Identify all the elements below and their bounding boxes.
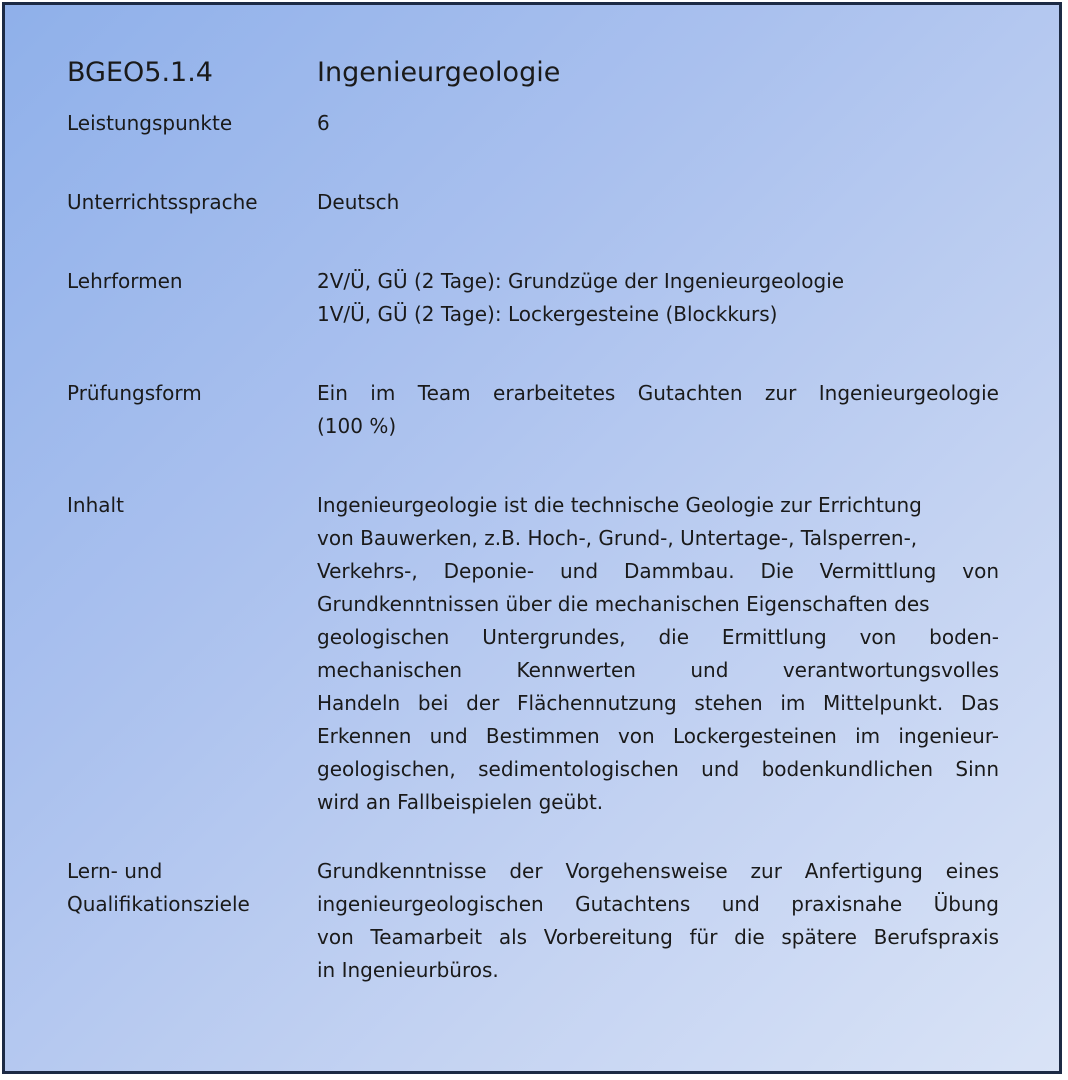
content-line: wird an Fallbeispielen geübt. [317,790,604,814]
content-line: geologischen, sedimentologischen und bodenkundlichen Sinn [317,757,999,781]
module-title: Ingenieurgeologie [317,57,561,88]
content-value [317,489,999,819]
goals-line: in Ingenieurbüros. [317,958,499,982]
language-row [67,186,1002,219]
content-row [67,489,1002,819]
goals-label [67,855,307,921]
exam-line: Ein im Team erarbeitetes Gutachten zur Ingenieurgeologie [317,381,999,405]
module-header [67,55,1002,95]
content-line: von Bauwerken, z.B. Hoch-, Grund-, Untertage-, Talsperren-, [317,526,918,550]
language-value: Deutsch [317,190,400,214]
module-description-card [2,2,1062,1074]
credits-row [67,107,1002,140]
content-label: Inhalt [67,493,124,517]
goals-line: Grundkenntnisse der Vorgehensweise zur Anfertigung eines [317,859,999,883]
teaching-form-line: 2V/Ü, GÜ (2 Tage): Grundzüge der Ingenieurgeologie [317,269,845,293]
content-line: Erkennen und Bestimmen von Lockergesteinen im ingenieur- [317,724,999,748]
goals-line: von Teamarbeit als Vorbereitung für die spätere Berufspraxis [317,925,999,949]
content-line: Grundkenntnissen über die mechanischen Eigenschaften des [317,592,930,616]
teaching-forms-value [317,265,999,331]
content-line: Verkehrs-, Deponie- und Dammbau. Die Vermittlung von [317,559,999,583]
exam-label: Prüfungsform [67,381,202,405]
content-line: Handeln bei der Flächennutzung stehen im Mittelpunkt. Das [317,691,999,715]
goals-row [67,855,1002,987]
goals-label-line: Qualifikationsziele [67,892,250,916]
content-line: geologischen Untergrundes, die Ermittlung von boden- [317,625,999,649]
content-line: Ingenieurgeologie ist die technische Geologie zur Errichtung [317,493,922,517]
teaching-forms-row [67,265,1002,331]
module-code: BGEO5.1.4 [67,57,213,88]
goals-line: ingenieurgeologischen Gutachtens und praxisnahe Übung [317,892,999,916]
goals-label-line: Lern- und [67,859,163,883]
exam-row [67,377,1002,443]
credits-value: 6 [317,111,330,135]
content-line: mechanischen Kennwerten und verantwortungsvolles [317,658,999,682]
credits-label: Leistungspunkte [67,111,233,135]
language-label: Unterrichtssprache [67,190,258,214]
teaching-form-line: 1V/Ü, GÜ (2 Tage): Lockergesteine (Blockkurs) [317,302,778,326]
exam-value [317,377,999,443]
exam-line: (100 %) [317,414,397,438]
goals-value [317,855,999,987]
teaching-forms-label: Lehrformen [67,269,183,293]
